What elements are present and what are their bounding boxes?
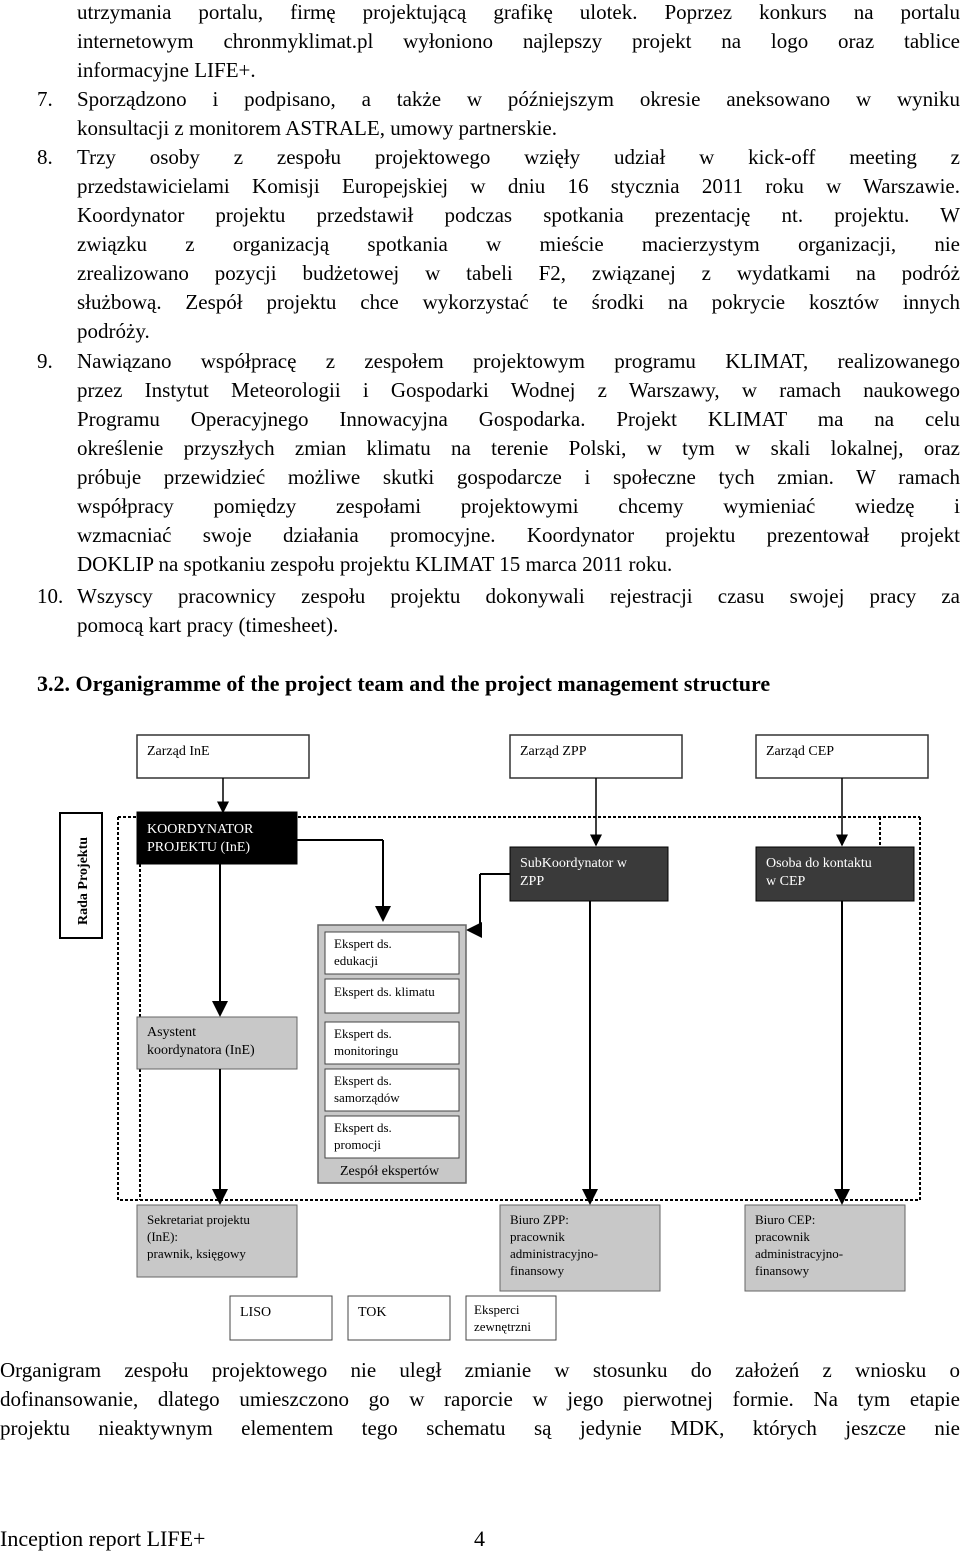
text-line: przez Instytut Meteorologii i Gospodarki Wodnej z Warszawy, w ramach naukowego bbox=[77, 378, 960, 402]
coordinator-box bbox=[137, 812, 297, 864]
external-experts-label: zewnętrzni bbox=[474, 1319, 532, 1334]
item-number: 10. bbox=[37, 584, 64, 608]
text-line: związku z organizacją spotkania w mieście macierzystym organizacji, nie bbox=[77, 232, 960, 256]
text-line: podróży. bbox=[77, 319, 150, 343]
item-number: 9. bbox=[37, 349, 53, 373]
office-cep-label: pracownik bbox=[755, 1229, 810, 1244]
external-experts-label: Eksperci bbox=[474, 1302, 520, 1317]
board-zpp-label: Zarząd ZPP bbox=[520, 744, 587, 759]
office-zpp-label: pracownik bbox=[510, 1229, 565, 1244]
expert-localgov-label: samorządów bbox=[334, 1090, 400, 1105]
subcoordinator-label: ZPP bbox=[520, 874, 545, 889]
text-line: dofinansowanie, dlatego umieszczono go w raporcie w jego pierwotnej formie. Na tym etapie bbox=[0, 1387, 960, 1411]
organigram-diagram bbox=[0, 700, 960, 1360]
office-zpp-label: finansowy bbox=[510, 1263, 565, 1278]
tok-label: TOK bbox=[358, 1305, 387, 1320]
text-line: Organigram zespołu projektowego nie uległ zmianie w stosunku do założeń z wniosku o bbox=[0, 1358, 960, 1382]
expert-team-label: Zespół ekspertów bbox=[340, 1164, 440, 1179]
section-heading: 3.2. Organigramme of the project team and the project management structure bbox=[37, 671, 771, 696]
text-line: określenie przyszłych zmian klimatu na terenie Polski, w tym w skali lokalnej, oraz bbox=[77, 436, 960, 460]
expert-monitoring-label: monitoringu bbox=[334, 1043, 399, 1058]
secretariat-label: prawnik, księgowy bbox=[147, 1246, 246, 1261]
office-cep-label: finansowy bbox=[755, 1263, 810, 1278]
text-line: pomocą kart pracy (timesheet). bbox=[77, 613, 339, 637]
expert-climate-label: Ekspert ds. klimatu bbox=[334, 984, 435, 999]
text-line: Koordynator projektu przedstawił podczas spotkania prezentację nt. projektu. W bbox=[77, 203, 960, 227]
office-zpp-label: Biuro ZPP: bbox=[510, 1212, 569, 1227]
coordinator-label: KOORDYNATOR bbox=[147, 822, 254, 837]
text-line: DOKLIP na spotkaniu zespołu projektu KLIMAT 15 marca 2011 roku. bbox=[77, 552, 673, 576]
contact-person-label: w CEP bbox=[766, 874, 806, 889]
expert-education-label: edukacji bbox=[334, 953, 379, 968]
page-number: 4 bbox=[474, 1526, 485, 1551]
text-line: informacyjne LIFE+. bbox=[77, 58, 256, 82]
text-line: Nawiązano współpracę z zespołem projektowym programu KLIMAT, realizowanego bbox=[77, 349, 960, 373]
text-line: konsultacji z monitorem ASTRALE, umowy partnerskie. bbox=[77, 116, 558, 140]
text-line: wzmacniać swoje działania promocyjne. Koordynator projektu prezentował projekt bbox=[77, 523, 960, 547]
text-line: internetowym chronmyklimat.pl wyłoniono najlepszy projekt na logo oraz tablice bbox=[77, 29, 960, 53]
subcoordinator-label: SubKoordynator w bbox=[520, 856, 627, 871]
expert-promotion-label: Ekspert ds. bbox=[334, 1120, 392, 1135]
assistant-label: koordynatora (InE) bbox=[147, 1043, 255, 1058]
text-line: Wszyscy pracownicy zespołu projektu dokonywali rejestracji czasu swojej pracy za bbox=[77, 584, 960, 608]
intro-paragraph bbox=[77, 0, 960, 85]
expert-promotion-label: promocji bbox=[334, 1137, 381, 1152]
text-line: zrealizowano pozycji budżetowej w tabeli F2, związanej z wydatkami na podróż bbox=[77, 261, 960, 285]
text-line: współpracy pomiędzy zespołami projektowymi chcemy wymieniać wiedzę i bbox=[77, 494, 960, 518]
secretariat-label: (InE): bbox=[147, 1229, 179, 1244]
text-line: Sporządzono i podpisano, a także w późniejszym okresie aneksowano w wyniku bbox=[77, 87, 960, 111]
board-cep-label: Zarząd CEP bbox=[766, 744, 835, 759]
office-cep-label: Biuro CEP: bbox=[755, 1212, 816, 1227]
text-line: służbową. Zespół projektu chce wykorzystać te środki na pokrycie kosztów innych bbox=[77, 290, 960, 314]
expert-monitoring-label: Ekspert ds. bbox=[334, 1026, 392, 1041]
list-item-9 bbox=[77, 347, 960, 579]
text-line: projektu nieaktywnym elementem tego schematu są jedynie MDK, których jeszcze nie bbox=[0, 1416, 960, 1440]
coordinator-label: PROJEKTU (InE) bbox=[147, 840, 251, 855]
office-cep-label: administracyjno- bbox=[755, 1246, 844, 1261]
rada-label: Rada Projektu bbox=[76, 836, 91, 925]
list-item-7 bbox=[77, 85, 960, 143]
item-number: 7. bbox=[37, 87, 53, 111]
text-line: Trzy osoby z zespołu projektowego wzięły udział w kick-off meeting z bbox=[77, 145, 960, 169]
liso-label: LISO bbox=[240, 1305, 272, 1320]
closing-paragraph bbox=[0, 1356, 960, 1443]
expert-localgov-label: Ekspert ds. bbox=[334, 1073, 392, 1088]
text-line: przedstawicielami Komisji Europejskiej w dniu 16 stycznia 2011 roku w Warszawie. bbox=[77, 174, 960, 198]
secretariat-label: Sekretariat projektu bbox=[147, 1212, 250, 1227]
expert-education-label: Ekspert ds. bbox=[334, 936, 392, 951]
office-zpp-label: administracyjno- bbox=[510, 1246, 599, 1261]
text-line: Programu Operacyjnego Innowacyjna Gospodarka. Projekt KLIMAT ma na celu bbox=[77, 407, 960, 431]
assistant-label: Asystent bbox=[147, 1025, 196, 1040]
text-line: utrzymania portalu, firmę projektującą grafikę ulotek. Poprzez konkurs na portalu bbox=[77, 0, 960, 24]
list-item-10 bbox=[77, 582, 960, 640]
board-ine-label: Zarząd InE bbox=[147, 744, 210, 759]
footer-title: Inception report LIFE+ bbox=[0, 1526, 206, 1551]
contact-person-label: Osoba do kontaktu bbox=[766, 856, 872, 871]
item-number: 8. bbox=[37, 145, 53, 169]
list-item-8 bbox=[77, 143, 960, 346]
text-line: próbuje przewidzieć możliwe skutki gospodarcze i społeczne tych zmian. W ramach bbox=[77, 465, 960, 489]
